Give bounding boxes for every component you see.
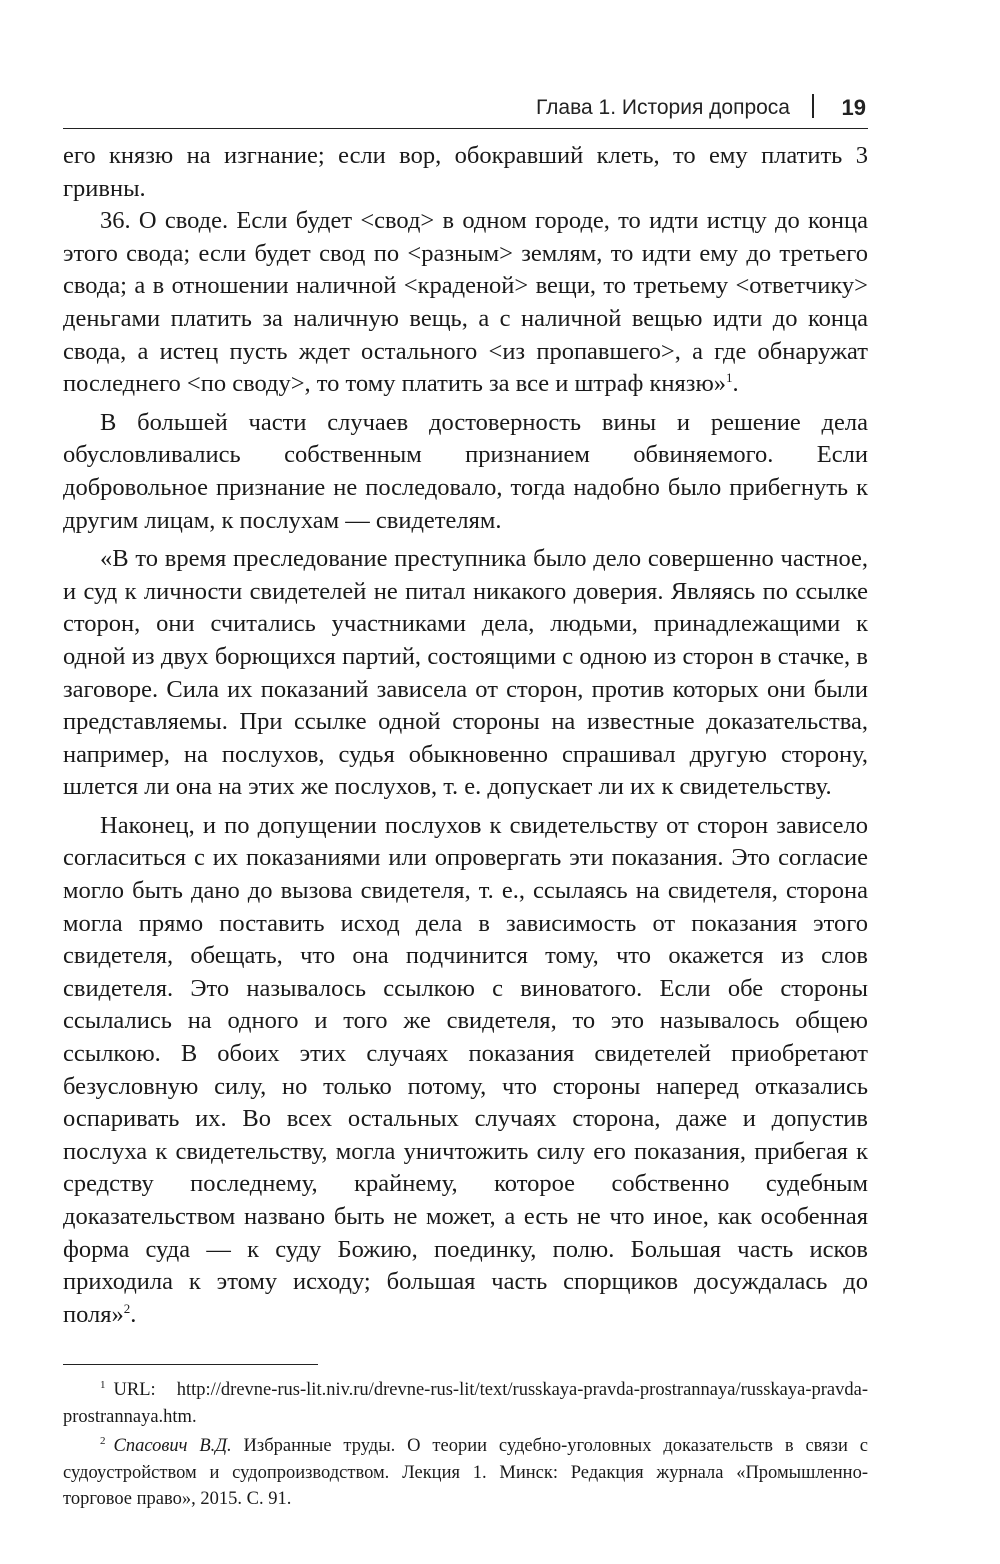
footnote-divider bbox=[63, 1364, 318, 1365]
footnote-1 bbox=[63, 1377, 868, 1430]
paragraph-quote-start: «В то время преследование преступника было дело совершенно частное, и суд к личности свидетелей не питал никакого доверия. Являясь по ссылке сторон, они считались участниками дела, людьми, принадлежащими к одной из двух борющихся партий, состоящими с одною из сторон в стачке, в заговоре. Сила их показаний зависела от сторон, против которых они были представляемы. При ссылке одной стороны на известные доказательства, например, на послухов, судья обыкновенно спрашивал другую сторону, шлется ли она на этих же послухов, т. е. допускает ли их к свидетельству. bbox=[63, 545, 868, 801]
paragraph-text: 36. О своде. Если будет <свод> в одном городе, то идти истцу до конца этого свода; если будет свод по <разным> землям, то идти ему до третьего свода; а в отношении наличной <краденой> вещи, то третьему <ответчику> деньгами платить за наличную вещь, а с наличной вещью идти до конца свода, а истец пусть ждет остального <из пропавшего>, а где обнаружат последнего <по своду>, то тому платить за все и штраф князю» bbox=[63, 207, 868, 398]
page-number: 19 bbox=[841, 95, 866, 120]
footnote-url: URL: http://drevne-rus-lit.niv.ru/drevne-rus-lit/text/russkaya-pravda-prostrannaya/russkaya-pravda-prostrannaya.htm. bbox=[63, 1380, 868, 1427]
body-text bbox=[63, 140, 868, 1331]
footnote-mark: 2 bbox=[100, 1434, 106, 1447]
footnote-author: Спасович В.Д. bbox=[113, 1436, 232, 1456]
footnote-text: Избранные труды. О теории судебно-уголовных доказательств в связи с судоустройством и судопроизводством. Лекция 1. Минск: Редакция журнала «Промышленно-торговое право», 2015. С. 91. bbox=[63, 1436, 868, 1509]
paragraph-article-36 bbox=[63, 205, 868, 401]
running-header bbox=[63, 92, 868, 129]
paragraph-end: . bbox=[130, 1300, 137, 1328]
paragraph-continued: его князю на изгнание; если вор, обокравший клеть, то ему платить 3 гривны. bbox=[63, 142, 868, 202]
footnote-ref-1: 1 bbox=[726, 370, 733, 385]
paragraph: В большей части случаев достоверность вины и решение дела обусловливались собственным признанием обвиняемого. Если добровольное признание не последовало, тогда надобно было прибегнуть к другим лицам, к послухам — свидетелям. bbox=[63, 408, 868, 534]
paragraph-text: Наконец, и по допущении послухов к свидетельству от сторон зависело согласиться с их показаниями или опровергать эти показания. Это согласие могло быть дано до вызова свидетеля, т. е., ссылаясь на свидетеля, сторона могла прямо поставить исход дела в зависимость от показания этого свидетеля, обещать, что она подчинится тому, что окажется из слов свидетеля. Это называлось ссылкою с виноватого. Если обе стороны ссылались на одного и того же свидетеля, то это называлось общею ссылкою. В обоих этих случаях показания свидетелей приобретают безусловную силу, но только потому, что стороны наперед отказались оспаривать их. Во всех остальных случаях сторона, даже и допустив послуха к свидетельству, могла уничтожить силу его показания, прибегая к средству последнему, крайнему, которое собственно судебным доказательством названо быть не может, а есть не что иное, как особенная форма суда — к суду Божию, поединку, полю. Большая часть исков приходила к этому исходу; большая часть спорщиков досуждалась до поля» bbox=[63, 811, 868, 1328]
footnotes bbox=[63, 1377, 868, 1516]
footnote-ref-2: 2 bbox=[123, 1300, 131, 1316]
chapter-title: Глава 1. История допроса bbox=[535, 96, 790, 119]
paragraph-end: . bbox=[732, 370, 739, 398]
header-separator bbox=[812, 94, 814, 118]
footnote-mark: 1 bbox=[100, 1378, 106, 1391]
paragraph-quote-end bbox=[63, 810, 868, 1332]
footnote-2 bbox=[63, 1433, 868, 1513]
